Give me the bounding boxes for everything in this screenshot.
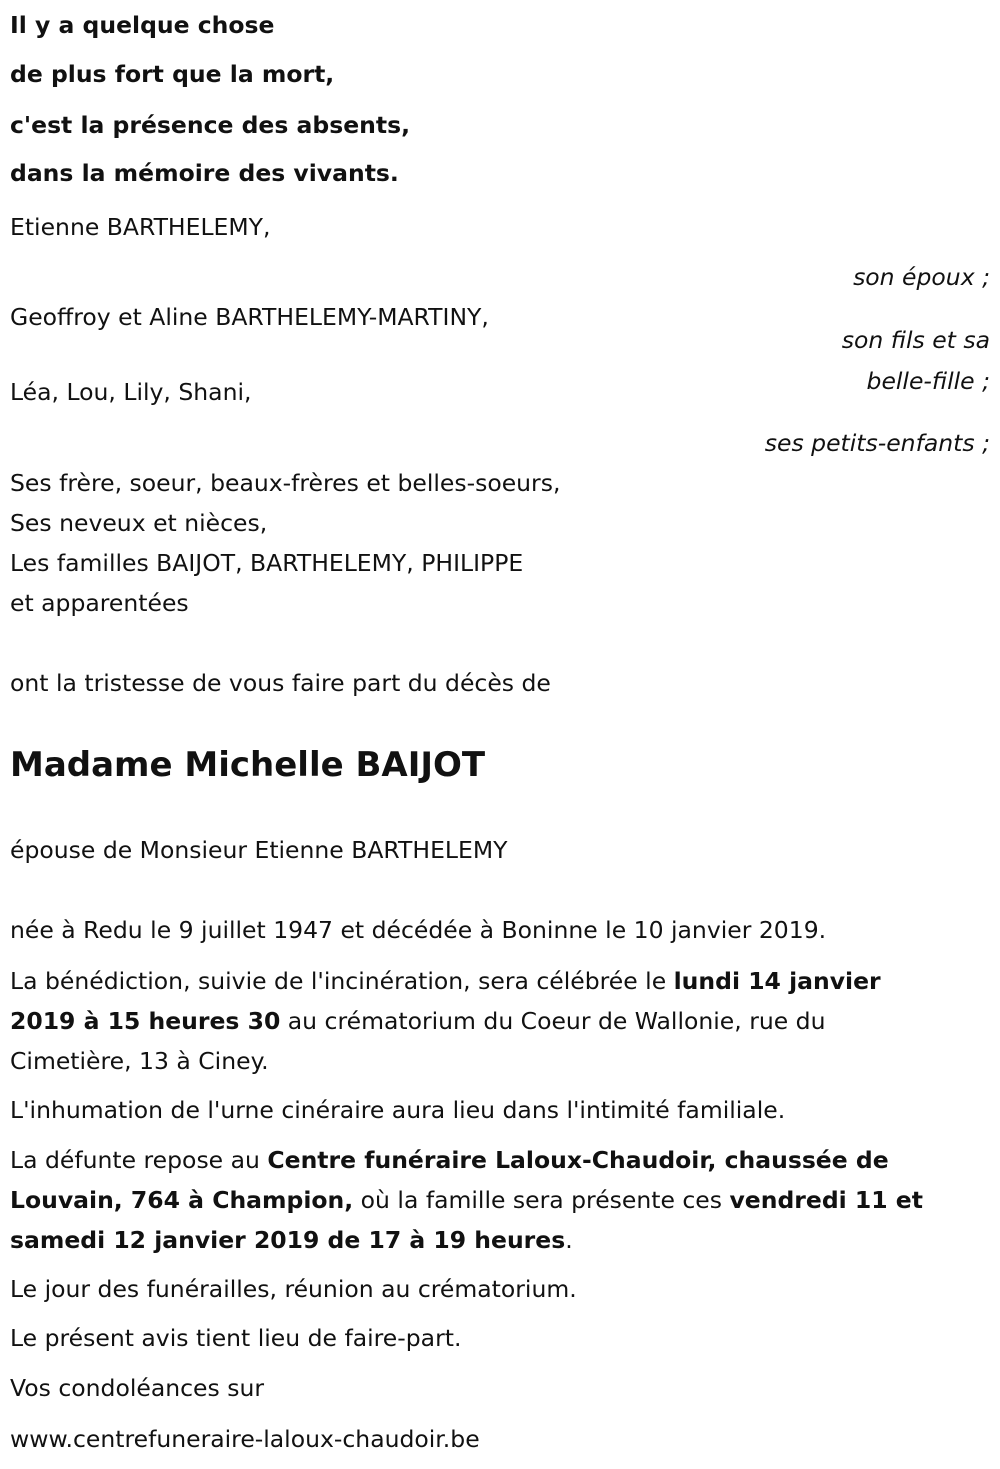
date-bold: lundi 14 janvier bbox=[673, 967, 881, 995]
family-name: Etienne BARTHELEMY, bbox=[10, 213, 271, 241]
website-link[interactable]: www.centrefuneraire-laloux-chaudoir.be bbox=[10, 1425, 480, 1453]
deceased-name: Madame Michelle BAIJOT bbox=[10, 745, 486, 785]
text: La défunte repose au bbox=[10, 1146, 268, 1174]
text: . bbox=[565, 1226, 573, 1254]
family-relation: ses petits-enfants ; bbox=[764, 429, 990, 457]
notice-line: Le présent avis tient lieu de faire-part. bbox=[10, 1324, 462, 1352]
place-bold: Centre funéraire Laloux-Chaudoir, chaussée de bbox=[267, 1146, 889, 1174]
quote-line: c'est la présence des absents, bbox=[10, 111, 411, 139]
text: au crématorium du Coeur de Wallonie, rue du bbox=[280, 1007, 826, 1035]
quote-line: dans la mémoire des vivants. bbox=[10, 159, 399, 187]
family-name: Geoffroy et Aline BARTHELEMY-MARTINY, bbox=[10, 303, 489, 331]
date-bold: samedi 12 janvier 2019 de 17 à 19 heures bbox=[10, 1226, 566, 1254]
birth-death-line: née à Redu le 9 juillet 1947 et décédée à Boninne le 10 janvier 2019. bbox=[10, 916, 827, 944]
family-relation: son époux ; bbox=[853, 263, 990, 291]
place-bold: Louvain, 764 à Champion, bbox=[10, 1186, 354, 1214]
text: où la famille sera présente ces bbox=[353, 1186, 730, 1214]
others-line: Les familles BAIJOT, BARTHELEMY, PHILIPPE bbox=[10, 549, 524, 577]
quote-line: Il y a quelque chose bbox=[10, 11, 275, 39]
meeting-line: Le jour des funérailles, réunion au crématorium. bbox=[10, 1275, 577, 1303]
others-line: Ses frère, soeur, beaux-frères et belles-soeurs, bbox=[10, 469, 561, 497]
condolences-line: Vos condoléances sur bbox=[10, 1374, 265, 1402]
family-name: Léa, Lou, Lily, Shani, bbox=[10, 378, 252, 406]
text: La bénédiction, suivie de l'incinération, sera célébrée le bbox=[10, 967, 674, 995]
announcement: ont la tristesse de vous faire part du décès de bbox=[10, 669, 551, 697]
date-bold: vendredi 11 et bbox=[729, 1186, 923, 1214]
inhumation-line: L'inhumation de l'urne cinéraire aura lieu dans l'intimité familiale. bbox=[10, 1096, 786, 1124]
text: Cimetière, 13 à Ciney. bbox=[10, 1047, 269, 1075]
family-relation: son fils et sa bbox=[841, 326, 990, 354]
spouse-line: épouse de Monsieur Etienne BARTHELEMY bbox=[10, 836, 508, 864]
others-line: Ses neveux et nièces, bbox=[10, 509, 268, 537]
quote-line: de plus fort que la mort, bbox=[10, 60, 335, 88]
others-line: et apparentées bbox=[10, 589, 189, 617]
family-relation: belle-fille ; bbox=[866, 367, 990, 395]
time-bold: 2019 à 15 heures 30 bbox=[10, 1007, 281, 1035]
